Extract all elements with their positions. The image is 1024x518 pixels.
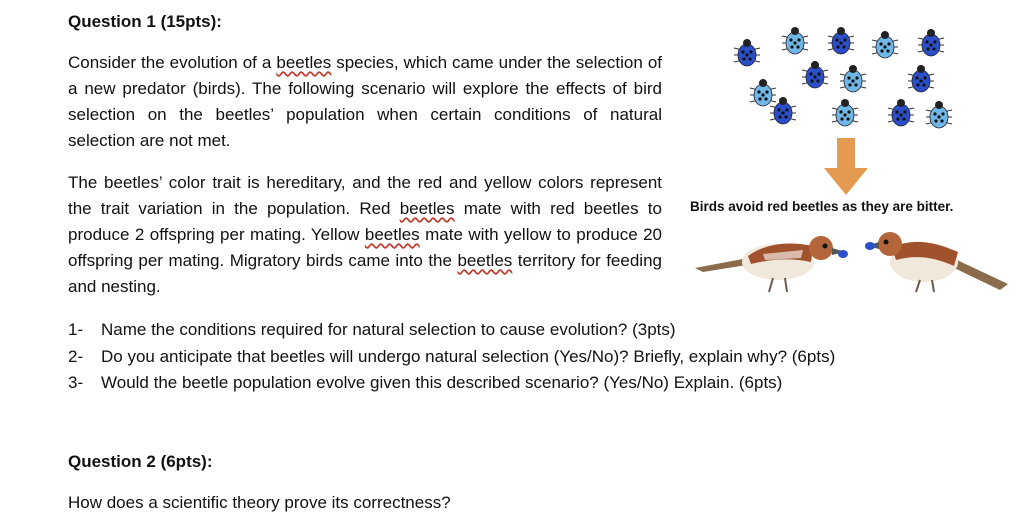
- list-item: 2- Do you anticipate that beetles will undergo natural selection (Yes/No)? Briefly, explain why? (6pts): [68, 346, 836, 366]
- beetle-icon: [828, 27, 854, 54]
- question1-intro-paragraph: Consider the evolution of a beetles species, which came under the selection of a new predator (birds). The following scenario will explore the effects of bird selection on the beetles’ population when certain conditions of natural selection are not met.: [68, 53, 663, 150]
- beetle-icon: [734, 39, 760, 66]
- beetle-icon: [918, 29, 944, 56]
- question1-title: Question 1 (15pts):: [68, 12, 222, 31]
- beetle-icon: [782, 27, 808, 54]
- figure-caption: Birds avoid red beetles as they are bitter.: [690, 199, 954, 214]
- question1-scenario-paragraph: The beetles’ color trait is hereditary, and the red and yellow colors represent the trait variation in the population. Red beetles mate with red beetles to produce 2 offspring per mating. Yellow beetles mate with yellow to produce 20 offspring per mating. Migratory birds came into the beetles territory for feeding and nesting.: [68, 173, 663, 296]
- list-item: 3- Would the beetle population evolve given this described scenario? (Yes/No) Explain. (6pts): [68, 373, 783, 392]
- beetle-icon: [888, 99, 914, 126]
- beetles-illustration: [725, 25, 960, 138]
- beetle-icon: [908, 65, 934, 92]
- beetle-icon: [840, 65, 866, 92]
- question2-text: How does a scientific theory prove its correctness?: [68, 493, 451, 512]
- list-item: 1- Name the conditions required for natural selection to cause evolution? (3pts): [68, 320, 676, 339]
- bird-icon: [862, 222, 1010, 294]
- beetle-icon: [802, 61, 828, 88]
- beetle-icon: [872, 31, 898, 58]
- beetle-icon: [832, 99, 858, 126]
- down-arrow-icon: [822, 138, 870, 196]
- question2-title: Question 2 (6pts):: [68, 452, 213, 471]
- bird-icon: [693, 228, 855, 296]
- question1-list: [68, 317, 835, 397]
- beetle-icon: [750, 79, 776, 106]
- beetle-icon: [926, 101, 952, 128]
